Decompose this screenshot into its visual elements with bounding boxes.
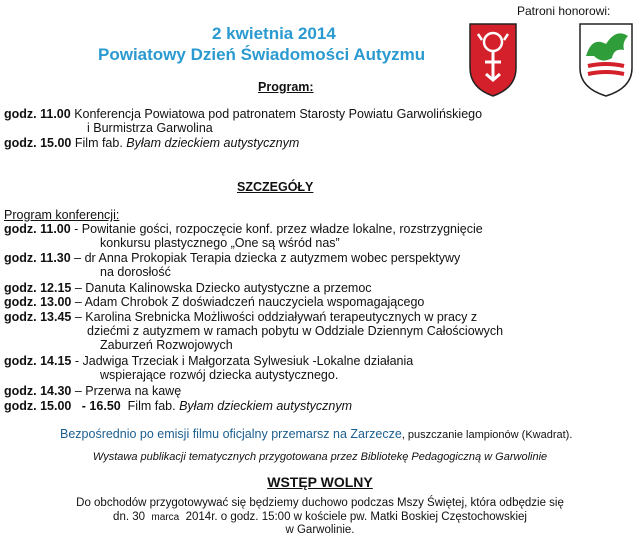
details-heading: SZCZEGÓŁY — [237, 180, 314, 194]
footer-details: 2014r. o godz. 15:00 w kościele pw. Matki Boskiej Częstochowskiej — [185, 511, 527, 523]
detail-time: godz. 14.15 — [4, 354, 72, 368]
detail-text-cont: wspierające rozwój dziecka autystycznego. — [100, 368, 339, 382]
detail-item — [4, 354, 413, 369]
program-item — [4, 107, 482, 122]
detail-item — [4, 295, 424, 310]
program-item — [4, 136, 299, 151]
detail-time: godz. 11.30 — [4, 251, 71, 265]
detail-text-cont: Zaburzeń Rozwojowych — [100, 338, 233, 352]
detail-time: godz. 15.00 - 16.50 — [4, 399, 121, 413]
detail-text: - Jadwiga Trzeciak i Małgorzata Sylwesiuk -Lokalne działania — [71, 354, 414, 368]
detail-time: godz. 13.45 — [4, 310, 72, 324]
march-main: Bezpośrednio po emisji filmu oficjalny przemarsz na Zarzecze — [60, 427, 402, 441]
detail-item — [4, 399, 352, 414]
detail-item — [4, 384, 181, 399]
detail-text: - Powitanie gości, rozpoczęcie konf. przez władze lokalne, rozstrzygnięcie — [70, 222, 483, 236]
program-time: godz. 11.00 — [4, 107, 71, 121]
footer-line3: w Garwolinie. — [285, 524, 355, 536]
detail-text-cont: na dorosłość — [100, 265, 171, 279]
march-extra: , puszczanie lampionów (Kwadrat). — [401, 429, 573, 441]
garwolin-county-crest-icon — [468, 22, 518, 98]
detail-text: – Adam Chrobok Z doświadczeń nauczyciela wspomagającego — [71, 295, 425, 309]
detail-text: – Karolina Srebnicka Możliwości oddziaływań terapeutycznych w pracy z — [71, 310, 478, 324]
detail-time: godz. 14.30 — [4, 384, 72, 398]
detail-item — [4, 281, 372, 296]
garwolin-town-crest-icon — [578, 22, 634, 98]
detail-time: godz. 13.00 — [4, 295, 72, 309]
detail-item — [4, 310, 477, 325]
detail-text: – dr Anna Prokopiak Terapia dziecka z autyzmem wobec perspektywy — [70, 251, 461, 265]
program-heading: Program: — [258, 80, 314, 94]
detail-item — [4, 222, 483, 237]
exhibition-note: Wystawa publikacji tematycznych przygotowana przez Bibliotekę Pedagogiczną w Garwolinie — [92, 451, 548, 463]
detail-text: Film fab. — [120, 399, 176, 413]
program-text: Film fab. — [74, 136, 123, 150]
patrons-label: Patroni honorowi: — [517, 4, 611, 18]
event-date: 2 kwietnia 2014 — [212, 24, 336, 43]
footer-line2 — [0, 511, 640, 523]
footer-month: marca — [151, 512, 180, 523]
film-title: Byłam dzieckiem autystycznym — [179, 399, 353, 413]
event-title: Powiatowy Dzień Świadomości Autyzmu — [98, 45, 426, 64]
detail-time: godz. 12.15 — [4, 281, 72, 295]
detail-text-cont: konkursu plastycznego „One są wśród nas” — [100, 236, 340, 250]
free-entry: WSTĘP WOLNY — [267, 474, 373, 490]
program-text: Konferencja Powiatowa pod patronatem Starosty Powiatu Garwolińskiego — [74, 107, 483, 121]
conference-label: Program konferencji: — [4, 208, 120, 222]
program-time: godz. 15.00 — [4, 136, 72, 150]
detail-text: – Danuta Kalinowska Dziecko autystyczne a przemoc — [71, 281, 372, 295]
program-text-cont: i Burmistrza Garwolina — [87, 121, 213, 135]
march-note — [60, 427, 572, 441]
detail-text: – Przerwa na kawę — [71, 384, 182, 398]
footer-day: dn. 30 — [113, 511, 146, 523]
detail-time: godz. 11.00 — [4, 222, 71, 236]
footer-line1: Do obchodów przygotowywać się będziemy duchowo podczas Mszy Świętej, która odbędzie się — [76, 497, 564, 509]
detail-item — [4, 251, 460, 266]
film-title: Byłam dzieckiem autystycznym — [126, 136, 300, 150]
detail-text-cont: dziećmi z autyzmem w ramach pobytu w Oddziale Dziennym Całościowych — [87, 324, 504, 338]
